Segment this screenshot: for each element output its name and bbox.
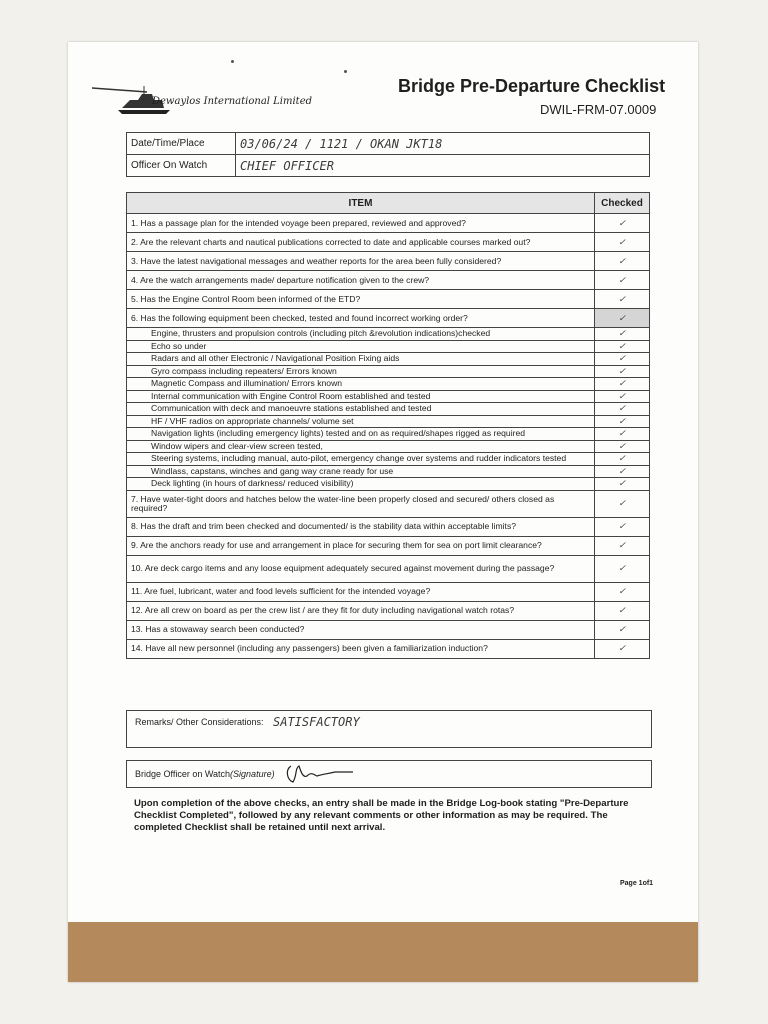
checklist-check-mark[interactable]: ✓ xyxy=(595,601,650,620)
checklist-check-mark[interactable]: ✓ xyxy=(595,252,650,271)
info-row-officer xyxy=(127,155,650,177)
checklist-row xyxy=(127,639,650,658)
date-value[interactable]: 03/06/24 / 1121 / OKAN JKT18 xyxy=(236,133,650,155)
checklist-check-mark[interactable]: ✓ xyxy=(595,309,650,328)
checklist-body xyxy=(127,214,650,659)
checklist-item-text: Internal communication with Engine Control Room established and tested xyxy=(127,390,595,403)
checklist-row xyxy=(127,601,650,620)
checklist-check-mark[interactable]: ✓ xyxy=(595,365,650,378)
signature-scribble-icon[interactable] xyxy=(283,762,355,784)
background-surface xyxy=(68,922,698,982)
checklist-item-text: 5. Has the Engine Control Room been informed of the ETD? xyxy=(127,290,595,309)
checked-header: Checked xyxy=(595,193,650,214)
checklist-item-text: 8. Has the draft and trim been checked and documented/ is the stability data within acceptable limits? xyxy=(127,517,595,536)
checklist-check-mark[interactable]: ✓ xyxy=(595,328,650,341)
signature-label xyxy=(135,769,275,779)
signature-label-emph: (Signature) xyxy=(230,769,275,779)
checklist-item-text: 13. Has a stowaway search been conducted? xyxy=(127,620,595,639)
checklist-row xyxy=(127,536,650,555)
officer-value[interactable]: CHIEF OFFICER xyxy=(236,155,650,177)
checklist-check-mark[interactable]: ✓ xyxy=(595,340,650,353)
checklist-check-mark[interactable]: ✓ xyxy=(595,415,650,428)
checklist-check-mark[interactable]: ✓ xyxy=(595,582,650,601)
checklist-header-row xyxy=(127,193,650,214)
checklist-row xyxy=(127,517,650,536)
checklist-item-text: Window wipers and clear-view screen tested, xyxy=(127,440,595,453)
checklist-check-mark[interactable]: ✓ xyxy=(595,639,650,658)
checklist-row xyxy=(127,490,650,517)
checklist-row xyxy=(127,271,650,290)
checklist-check-mark[interactable]: ✓ xyxy=(595,620,650,639)
checklist-item-text: 6. Has the following equipment been checked, tested and found incorrect working order? xyxy=(127,309,595,328)
checklist-item-text: Communication with deck and manoeuvre stations established and tested xyxy=(127,403,595,416)
remarks-label: Remarks/ Other Considerations: xyxy=(135,717,264,727)
remarks-box xyxy=(126,710,652,748)
checklist-row xyxy=(127,378,650,391)
checklist-item-text: 2. Are the relevant charts and nautical publications corrected to date and applicable courses marked out? xyxy=(127,233,595,252)
checklist-check-mark[interactable]: ✓ xyxy=(595,390,650,403)
checklist-item-text: 1. Has a passage plan for the intended voyage been prepared, reviewed and approved? xyxy=(127,214,595,233)
checklist-item-text: 11. Are fuel, lubricant, water and food levels sufficient for the intended voyage? xyxy=(127,582,595,601)
checklist-check-mark[interactable]: ✓ xyxy=(595,214,650,233)
checklist-row xyxy=(127,582,650,601)
checklist-item-text: 3. Have the latest navigational messages and weather reports for the area been fully considered? xyxy=(127,252,595,271)
checklist-check-mark[interactable]: ✓ xyxy=(595,233,650,252)
checklist-row xyxy=(127,465,650,478)
page-title: Bridge Pre-Departure Checklist xyxy=(398,76,666,96)
scan-speck xyxy=(344,70,347,73)
company-name: Dewaylos International Limited xyxy=(152,96,313,107)
signature-label-text: Bridge Officer on Watch xyxy=(135,769,231,779)
signature-box xyxy=(126,760,652,788)
info-table xyxy=(126,132,650,177)
checklist-row xyxy=(127,390,650,403)
checklist-row xyxy=(127,290,650,309)
checklist-item-text: 10. Are deck cargo items and any loose equipment adequately secured against movement during the passage? xyxy=(127,555,595,582)
checklist-row xyxy=(127,214,650,233)
document-number: DWIL-FRM-07.0009 xyxy=(540,102,657,117)
checklist-row xyxy=(127,252,650,271)
checklist-check-mark[interactable]: ✓ xyxy=(595,353,650,366)
checklist-item-text: Navigation lights (including emergency lights) tested and on as required/shapes rigged as required xyxy=(127,428,595,441)
checklist-item-text: Radars and all other Electronic / Navigational Position Fixing aids xyxy=(127,353,595,366)
checklist-check-mark[interactable]: ✓ xyxy=(595,453,650,466)
checklist-item-text: 9. Are the anchors ready for use and arrangement in place for securing them for sea on port limit clearance? xyxy=(127,536,595,555)
checklist-row xyxy=(127,328,650,341)
date-label: Date/Time/Place xyxy=(127,133,236,155)
checklist-check-mark[interactable]: ✓ xyxy=(595,517,650,536)
checklist-check-mark[interactable]: ✓ xyxy=(595,403,650,416)
checklist-item-text: 7. Have water-tight doors and hatches below the water-line been properly closed and secured/ others closed as required? xyxy=(127,490,595,517)
checklist-item-text: Echo so under xyxy=(127,340,595,353)
checklist-row xyxy=(127,478,650,491)
scan-speck xyxy=(231,60,234,63)
checklist-row xyxy=(127,233,650,252)
checklist-item-text: Magnetic Compass and illumination/ Errors known xyxy=(127,378,595,391)
info-row-date xyxy=(127,133,650,155)
checklist-item-text: 14. Have all new personnel (including any passengers) been given a familiarization induction? xyxy=(127,639,595,658)
checklist-item-text: HF / VHF radios on appropriate channels/ volume set xyxy=(127,415,595,428)
checklist-item-text: Steering systems, including manual, auto-pilot, emergency change over systems and rudder indicators tested xyxy=(127,453,595,466)
officer-label: Officer On Watch xyxy=(127,155,236,177)
item-header: ITEM xyxy=(127,193,595,214)
checklist-item-text: 12. Are all crew on board as per the crew list / are they fit for duty including navigational watch rotas? xyxy=(127,601,595,620)
checklist-item-text: Engine, thrusters and propulsion controls (including pitch &revolution indications)checked xyxy=(127,328,595,341)
checklist-item-text: 4. Are the watch arrangements made/ departure notification given to the crew? xyxy=(127,271,595,290)
checklist-item-text: Gyro compass including repeaters/ Errors known xyxy=(127,365,595,378)
checklist-check-mark[interactable]: ✓ xyxy=(595,290,650,309)
checklist-table xyxy=(126,192,650,659)
checklist-row xyxy=(127,453,650,466)
checklist-row xyxy=(127,440,650,453)
checklist-row xyxy=(127,428,650,441)
remarks-value[interactable]: SATISFACTORY xyxy=(273,715,360,729)
checklist-row xyxy=(127,353,650,366)
checklist-row xyxy=(127,365,650,378)
checklist-check-mark[interactable]: ✓ xyxy=(595,536,650,555)
checklist-check-mark[interactable]: ✓ xyxy=(595,478,650,491)
checklist-item-text: Windlass, capstans, winches and gang way crane ready for use xyxy=(127,465,595,478)
checklist-row xyxy=(127,555,650,582)
checklist-check-mark[interactable]: ✓ xyxy=(595,465,650,478)
checklist-row xyxy=(127,415,650,428)
checklist-row xyxy=(127,340,650,353)
completion-note: Upon completion of the above checks, an entry shall be made in the Bridge Log-book stating "Pre-Departure Checklist Completed", followed by any relevant comments or other information as may be required. The completed Checklist shall be retained until next arrival. xyxy=(134,798,629,833)
checklist-check-mark[interactable]: ✓ xyxy=(595,490,650,517)
checklist-check-mark[interactable]: ✓ xyxy=(595,555,650,582)
checklist-row xyxy=(127,403,650,416)
checklist-check-mark[interactable]: ✓ xyxy=(595,440,650,453)
checklist-row xyxy=(127,620,650,639)
checklist-check-mark[interactable]: ✓ xyxy=(595,378,650,391)
checklist-row xyxy=(127,309,650,328)
checklist-check-mark[interactable]: ✓ xyxy=(595,428,650,441)
checklist-check-mark[interactable]: ✓ xyxy=(595,271,650,290)
checklist-item-text: Deck lighting (in hours of darkness/ reduced visibility) xyxy=(127,478,595,491)
page-number: Page 1of1 xyxy=(620,880,654,887)
